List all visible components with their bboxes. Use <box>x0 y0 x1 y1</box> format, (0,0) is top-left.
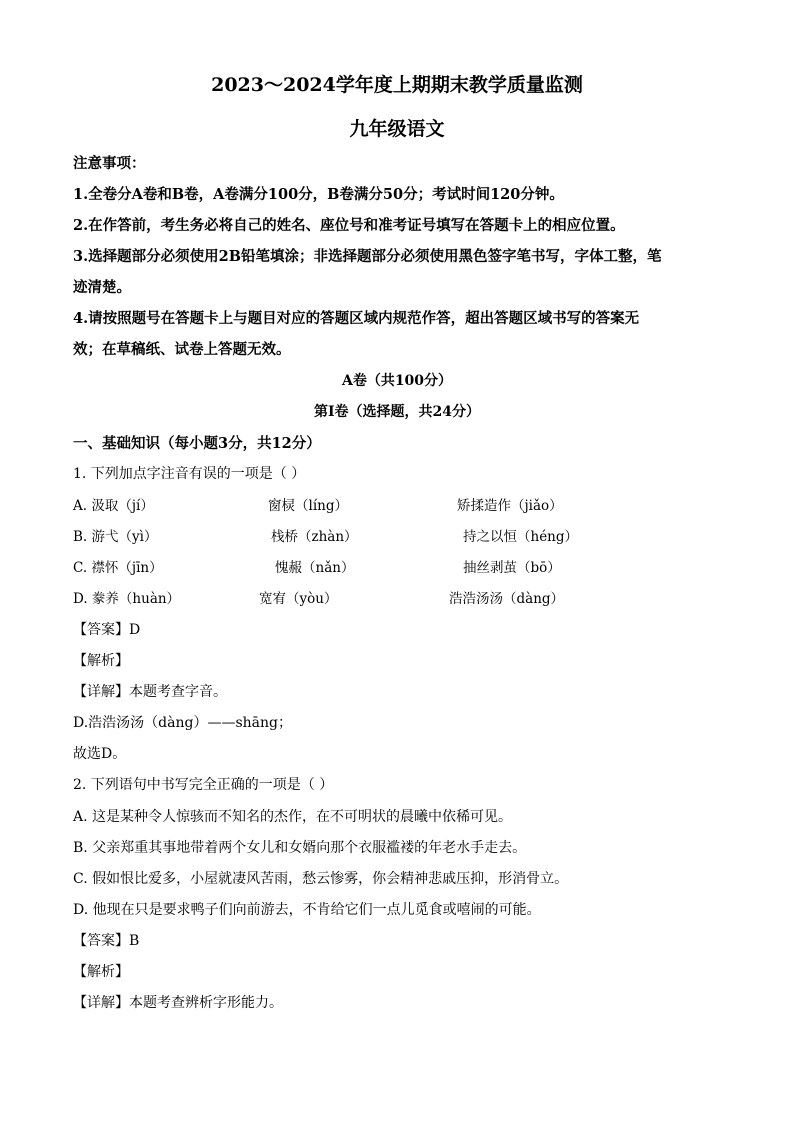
q1-option-c-b: 愧赧（nǎn） <box>275 560 355 576</box>
notice-item-4-cont: 效；在草稿纸、试卷上答题无效。 <box>73 341 291 358</box>
exam-subtitle: 九年级语文 <box>349 118 445 140</box>
section1-heading: 一、基础知识（每小题3分，共12分） <box>73 435 321 452</box>
notice-item-3-cont: 迹清楚。 <box>73 279 131 296</box>
notice-item-3: 3.选择题部分必须使用2B铅笔填涂；非选择题部分必须使用黑色签字笔书写，字体工整，笔 <box>73 248 662 265</box>
q1-option-c: C. 襟怀（jīn） <box>73 560 163 576</box>
q2-option-a: A. 这是某种令人惊骇而不知名的杰作，在不可明状的晨曦中依稀可见。 <box>73 809 513 825</box>
notice-item-1: 1.全卷分A卷和B卷，A卷满分100分，B卷满分50分；考试时间120分钟。 <box>73 186 564 203</box>
q1-answer: 【答案】D <box>73 622 141 638</box>
q1-option-d-c: 浩浩汤汤（dàng） <box>449 591 565 607</box>
part1-heading: 第Ⅰ卷（选择题，共24分） <box>313 404 481 420</box>
q1-option-a: A. 汲取（jí） <box>73 498 154 514</box>
q1-option-b-c: 持之以恒（héng） <box>463 529 579 545</box>
q2-detail: 【详解】本题考查辨析字形能力。 <box>73 995 283 1011</box>
notice-item-4: 4.请按照题号在答题卡上与题目对应的答题区域内规范作答，超出答题区域书写的答案无 <box>73 310 640 327</box>
notice-item-2: 2.在作答前，考生务必将自己的姓名、座位号和准考证号填写在答题卡上的相应位置。 <box>73 217 625 234</box>
volume-a-heading: A卷（共100分） <box>341 373 453 389</box>
q2-option-d: D. 他现在只是要求鸭子们向前游去，不肯给它们一点儿觅食或嘻闹的可能。 <box>73 902 541 918</box>
q1-option-a-b: 窗棂（líng） <box>268 498 348 514</box>
q2-stem: 2. 下列语句中书写完全正确的一项是（ ） <box>73 777 334 793</box>
q1-option-b: B. 游弋（yì） <box>73 529 158 545</box>
q1-stem: 1. 下列加点字注音有误的一项是（ ） <box>73 466 306 482</box>
q1-detail-2: D.浩浩汤汤（dàng）——shāng； <box>73 715 292 731</box>
q2-answer: 【答案】B <box>73 933 140 949</box>
q1-option-c-c: 抽丝剥茧（bō） <box>463 560 561 576</box>
q1-option-a-c: 矫揉造作（jiǎo） <box>457 498 563 514</box>
q1-detail: 【详解】本题考查字音。 <box>73 684 227 700</box>
q2-option-c: C. 假如恨比爱多，小屋就凄风苦雨，愁云惨雾，你会精神悲戚压抑，形消骨立。 <box>73 871 569 887</box>
q1-option-b-b: 栈桥（zhàn） <box>271 529 358 545</box>
q1-option-d: D. 豢养（huàn） <box>73 591 181 607</box>
q1-option-d-b: 宽宥（yòu） <box>259 591 338 607</box>
q2-option-b: B. 父亲郑重其事地带着两个女儿和女婿向那个衣服褴褛的年老水手走去。 <box>73 840 527 856</box>
q1-analysis-label: 【解析】 <box>73 653 129 669</box>
q1-conclusion: 故选D。 <box>73 746 127 762</box>
exam-title: 2023～2024学年度上期期末教学质量监测 <box>211 74 583 96</box>
q2-analysis-label: 【解析】 <box>73 964 129 980</box>
notice-heading: 注意事项： <box>73 155 146 172</box>
